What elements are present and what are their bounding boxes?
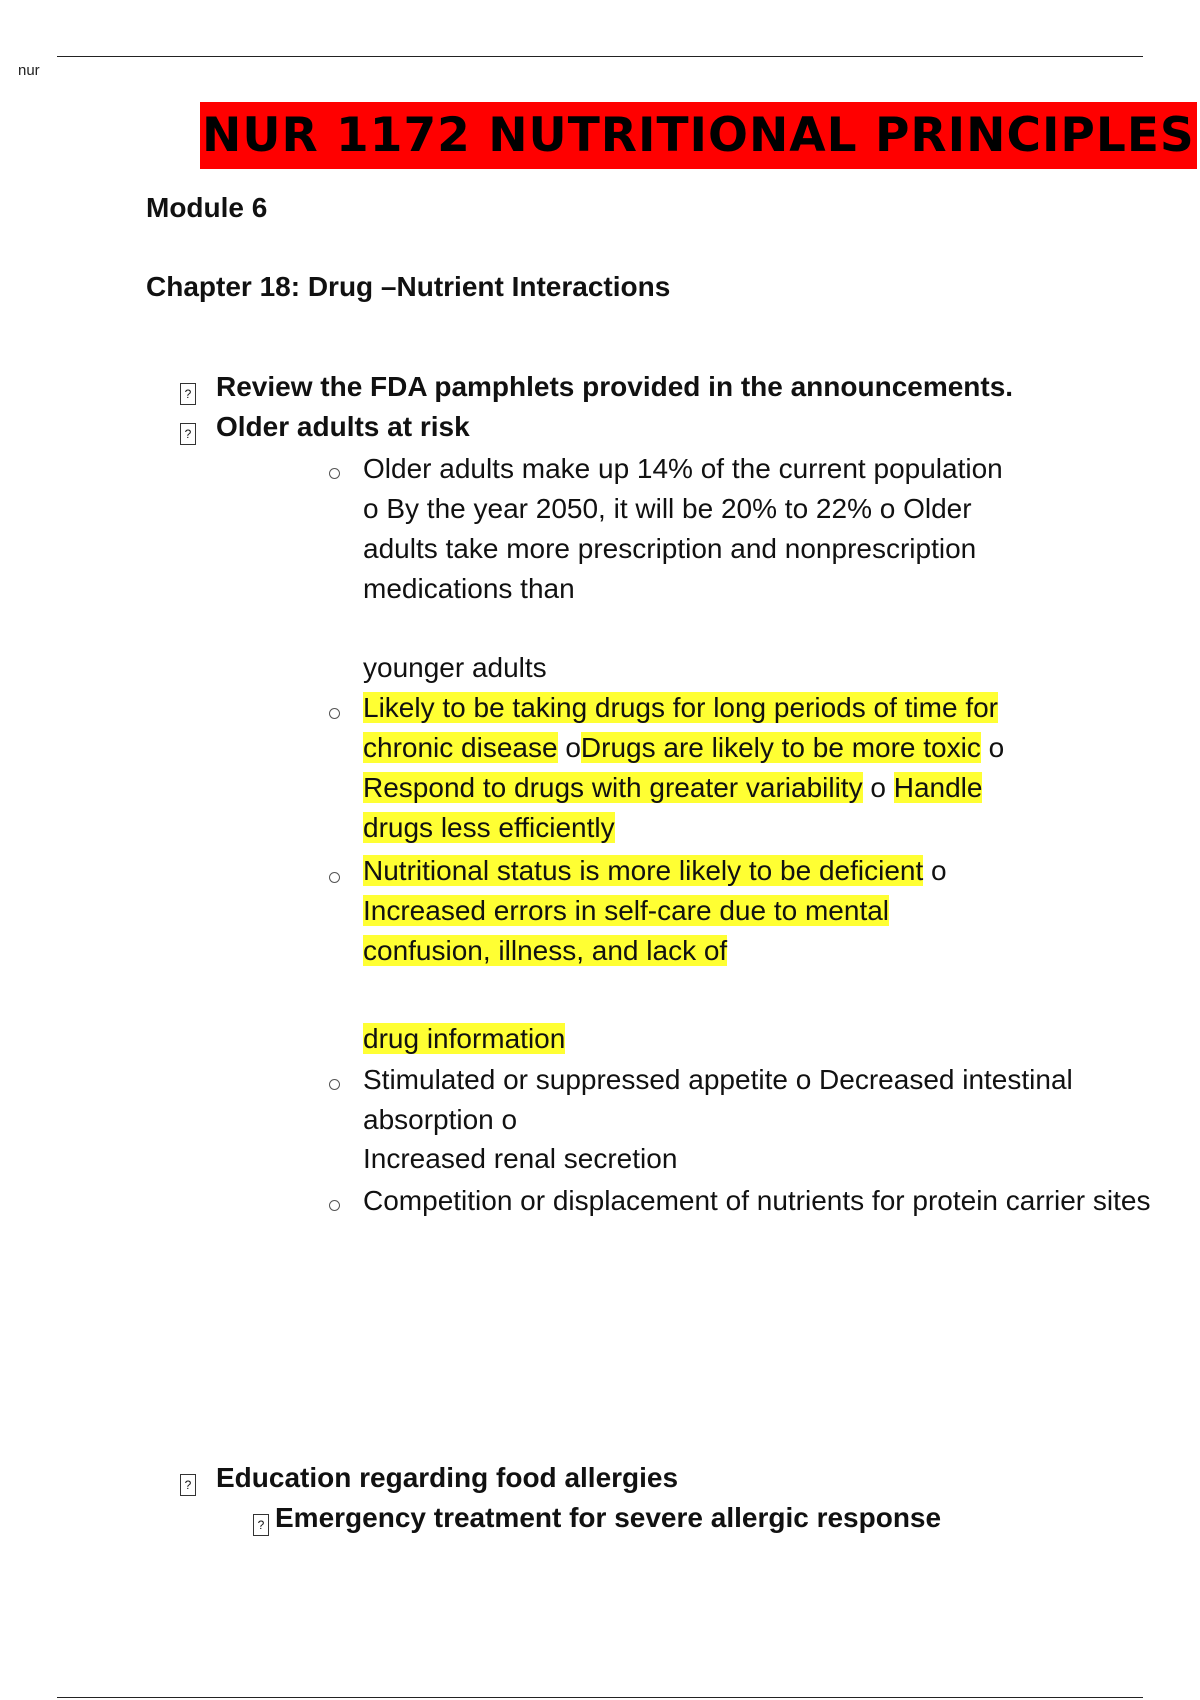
list-marker-o: o <box>988 732 1005 763</box>
highlighted-text: Handle <box>893 772 983 803</box>
highlighted-text: confusion, illness, and lack of <box>363 935 728 966</box>
checkbox-glyph-icon: ? <box>180 1474 196 1496</box>
circle-bullet-icon <box>329 1200 340 1211</box>
highlighted-text: Respond to drugs with greater variability <box>363 772 863 803</box>
list-line <box>363 893 889 929</box>
list-line: younger adults <box>363 652 547 683</box>
checkbox-glyph-icon: ? <box>253 1514 269 1536</box>
list-line <box>363 730 1004 766</box>
list-line <box>363 810 615 846</box>
list-line: Older adults make up 14% of the current population <box>363 453 1003 484</box>
highlighted-text: Increased errors in self-care due to mental <box>363 895 890 926</box>
highlighted-text: Likely to be taking drugs for long periods of time for <box>363 692 999 723</box>
circle-bullet-icon <box>329 1079 340 1090</box>
module-heading: Module 6 <box>146 192 268 223</box>
bullet-emergency-text: Emergency treatment for severe allergic response <box>275 1502 942 1533</box>
list-marker-o: o <box>565 732 581 763</box>
list-line: medications than <box>363 573 575 604</box>
checkbox-glyph-icon: ? <box>180 423 196 445</box>
list-line <box>363 933 727 969</box>
list-line: adults take more prescription and nonprescription <box>363 533 977 564</box>
list-line: Stimulated or suppressed appetite o Decreased intestinal <box>363 1064 1073 1095</box>
list-line <box>363 770 982 806</box>
list-line: Increased renal secretion <box>363 1143 678 1174</box>
header-rule <box>57 56 1143 57</box>
bullet-older-adults-text: Older adults at risk <box>216 411 470 442</box>
list-line: o By the year 2050, it will be 20% to 22% o Older <box>363 493 972 524</box>
list-line: Competition or displacement of nutrients for protein carrier sites <box>363 1185 1151 1216</box>
list-line <box>363 1021 565 1057</box>
highlighted-text: drugs less efficiently <box>363 812 615 843</box>
bullet-older-adults <box>180 411 470 445</box>
list-line: absorption o <box>363 1104 518 1135</box>
circle-bullet-icon <box>329 468 340 479</box>
document-title: NUR 1172 NUTRITIONAL PRINCIPLES <box>202 108 1195 163</box>
highlighted-text: chronic disease <box>363 732 558 763</box>
bullet-education-text: Education regarding food allergies <box>216 1462 679 1493</box>
list-line <box>363 690 998 726</box>
list-marker-o: o <box>870 772 886 803</box>
checkbox-glyph-icon: ? <box>180 383 196 405</box>
circle-bullet-icon <box>329 708 340 719</box>
chapter-heading: Chapter 18: Drug –Nutrient Interactions <box>146 271 671 302</box>
bullet-emergency <box>253 1502 941 1536</box>
document-title-banner <box>200 102 1197 169</box>
list-line <box>363 853 947 889</box>
highlighted-text: Drugs are likely to be more toxic <box>580 732 981 763</box>
circle-bullet-icon <box>329 872 340 883</box>
bullet-review <box>180 371 1013 405</box>
header-label: nur <box>18 62 40 79</box>
bullet-review-text: Review the FDA pamphlets provided in the announcements. <box>216 371 1014 402</box>
bullet-education <box>180 1462 678 1496</box>
highlighted-text: Nutritional status is more likely to be deficient <box>363 855 924 886</box>
highlighted-text: drug information <box>363 1023 566 1054</box>
list-marker-o: o <box>931 855 947 886</box>
footer-rule <box>57 1697 1143 1698</box>
